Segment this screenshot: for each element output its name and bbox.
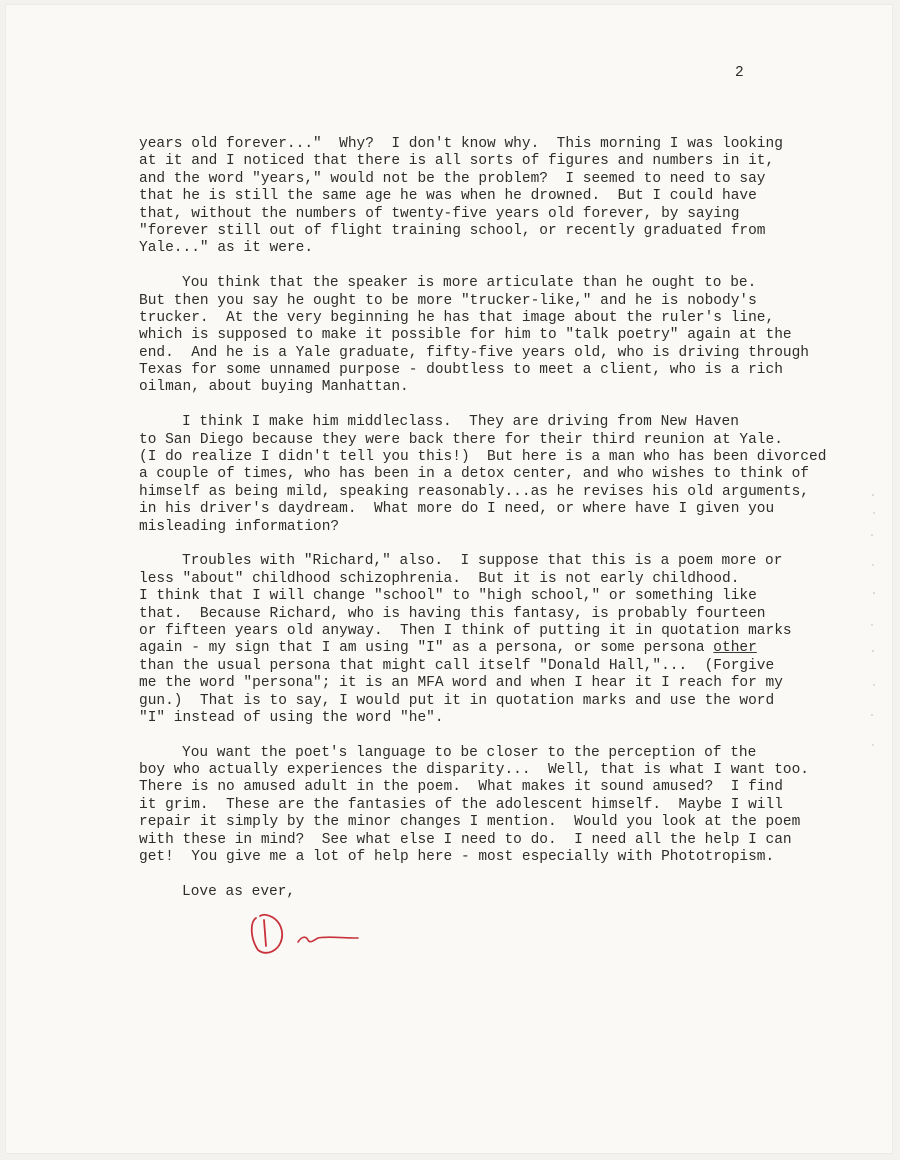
text-line: gun.) That is to say, I would put it in quotation marks and use the word	[139, 692, 775, 709]
paragraph-2	[139, 275, 839, 397]
text-line: himself as being mild, speaking reasonably...as he revises his old arguments,	[139, 483, 810, 500]
text-line: "I" instead of using the word "he".	[139, 709, 444, 726]
paragraph-3	[139, 414, 839, 536]
handwritten-signature	[246, 908, 366, 958]
text-line: misleading information?	[139, 518, 340, 535]
underlined-word: other	[713, 640, 757, 657]
text-line: and the word "years," would not be the problem? I seemed to need to say	[139, 170, 766, 187]
signature-stroke	[252, 915, 282, 953]
text-line: end. And he is a Yale graduate, fifty-five years old, who is driving through	[139, 344, 810, 361]
paragraph-1	[139, 136, 839, 258]
text-fragment: again - my sign that I am using "I" as a persona, or some persona	[139, 640, 714, 657]
text-line: There is no amused adult in the poem. What makes it sound amused? I find	[139, 779, 783, 796]
text-line: Troubles with "Richard," also. I suppose that this is a poem more or	[182, 553, 783, 570]
page-number: 2	[735, 65, 744, 81]
text-line: a couple of times, who has been in a detox center, and who wishes to think of	[139, 466, 810, 483]
text-line: You think that the speaker is more articulate than he ought to be.	[182, 275, 757, 292]
signature-stroke	[298, 937, 358, 942]
text-line: I think I make him middleclass. They are driving from New Haven	[182, 414, 739, 431]
text-line: You want the poet's language to be closer to the perception of the	[182, 744, 757, 761]
text-line	[139, 640, 839, 657]
text-line: Texas for some unnamed purpose - doubtless to meet a client, who is a rich	[139, 362, 783, 379]
text-line: at it and I noticed that there is all sorts of figures and numbers in it,	[139, 153, 775, 170]
text-line: with these in mind? See what else I need to do. I need all the help I can	[139, 831, 792, 848]
page-edge-marks	[868, 475, 878, 775]
closing-line: Love as ever,	[182, 883, 296, 900]
letter-body	[139, 136, 839, 901]
text-line: But then you say he ought to be more "trucker-like," and he is nobody's	[139, 292, 757, 309]
text-line: to San Diego because they were back there for their third reunion at Yale.	[139, 431, 783, 448]
text-line: that. Because Richard, who is having this fantasy, is probably fourteen	[139, 605, 766, 622]
paragraph-4	[139, 553, 839, 727]
text-line: oilman, about buying Manhattan.	[139, 379, 409, 396]
text-line: that, without the numbers of twenty-five years old forever, by saying	[139, 205, 740, 222]
text-line: in his driver's daydream. What more do I need, or where have I given you	[139, 501, 775, 518]
text-line: me the word "persona"; it is an MFA word and when I hear it I reach for my	[139, 675, 783, 692]
text-line: years old forever..." Why? I don't know why. This morning I was looking	[139, 136, 783, 152]
text-line: I think that I will change "school" to "high school," or something like	[139, 588, 757, 605]
text-line: it grim. These are the fantasies of the adolescent himself. Maybe I will	[139, 796, 783, 813]
text-line: that he is still the same age he was when he drowned. But I could have	[139, 188, 757, 205]
text-line: less "about" childhood schizophrenia. But it is not early childhood.	[139, 570, 740, 587]
text-line: trucker. At the very beginning he has that image about the ruler's line,	[139, 309, 775, 326]
text-line: "forever still out of flight training school, or recently graduated from	[139, 222, 766, 239]
text-line: than the usual persona that might call itself "Donald Hall,"... (Forgive	[139, 657, 775, 674]
paragraph-5	[139, 745, 839, 867]
text-line: boy who actually experiences the disparity... Well, that is what I want too.	[139, 762, 810, 779]
letter-page	[6, 5, 892, 1153]
text-line: which is supposed to make it possible for him to "talk poetry" again at the	[139, 327, 792, 344]
text-line: repair it simply by the minor changes I mention. Would you look at the poem	[139, 814, 801, 831]
text-line: get! You give me a lot of help here - most especially with Phototropism.	[139, 849, 775, 866]
text-line: or fifteen years old anyway. Then I think of putting it in quotation marks	[139, 622, 792, 639]
text-line: Yale..." as it were.	[139, 240, 314, 257]
text-line: (I do realize I didn't tell you this!) But here is a man who has been divorced	[139, 449, 827, 466]
